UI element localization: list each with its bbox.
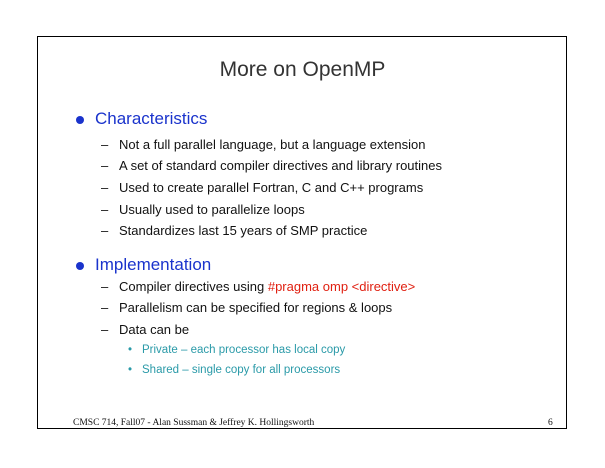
dash-icon: –: [101, 137, 109, 152]
dash-icon: –: [101, 202, 109, 217]
dash-icon: –: [101, 180, 109, 195]
list-item: – Standardizes last 15 years of SMP practice: [101, 223, 368, 238]
dash-icon: –: [101, 223, 109, 238]
dash-icon: –: [101, 158, 109, 173]
list-item: – Compiler directives using #pragma omp <directive>: [101, 279, 416, 294]
subbullet-icon: •: [128, 344, 133, 356]
list-item: – A set of standard compiler directives and library routines: [101, 158, 442, 173]
sub-list-item: • Shared – single copy for all processors: [128, 364, 341, 376]
subbullet-icon: •: [128, 364, 133, 376]
list-item: – Not a full parallel language, but a language extension: [101, 137, 426, 152]
list-item: – Parallelism can be specified for regions & loops: [101, 300, 393, 315]
section-heading-characteristics: Characteristics: [95, 109, 208, 128]
page-number: 6: [548, 418, 553, 428]
list-item: – Data can be: [101, 322, 190, 337]
bullet-dot-icon: [76, 262, 84, 270]
dash-icon: –: [101, 300, 109, 315]
list-item: – Used to create parallel Fortran, C and C++ programs: [101, 180, 424, 195]
sub-list-item: • Private – each processor has local copy: [128, 344, 346, 356]
list-item: – Usually used to parallelize loops: [101, 202, 305, 217]
bullet-dot-icon: [76, 116, 84, 124]
pragma-highlight: #pragma omp <directive>: [267, 279, 416, 294]
section-heading-implementation: Implementation: [95, 255, 212, 274]
slide-title: More on OpenMP: [219, 58, 386, 81]
slide-footer: CMSC 714, Fall07 - Alan Sussman & Jeffrey K. Hollingsworth: [73, 418, 315, 428]
dash-icon: –: [101, 279, 109, 294]
dash-icon: –: [101, 322, 109, 337]
